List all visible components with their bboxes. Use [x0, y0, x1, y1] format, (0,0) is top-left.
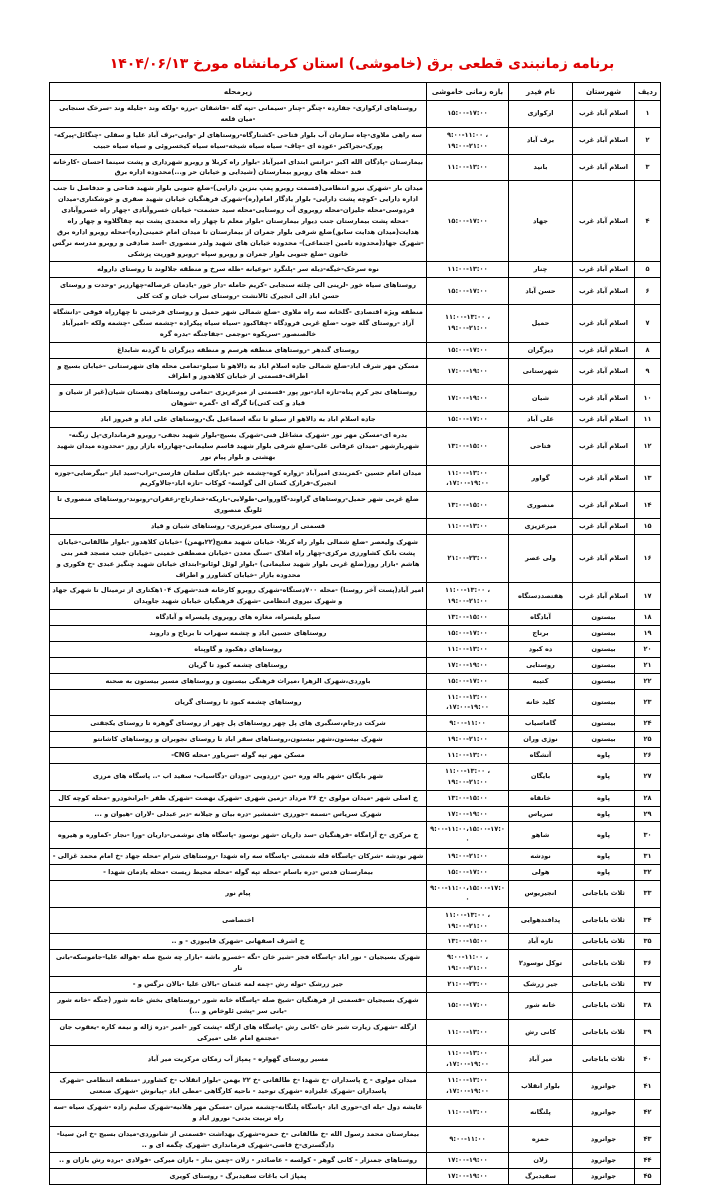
- county-cell: پاوه: [573, 806, 635, 822]
- feeder-cell: گواور: [509, 465, 573, 492]
- area-cell: شهرک بسیجیان -قسمتی از فرهنگیان -شیخ صله -پاسگاه خانه شور -روستاهای بخش خانه شور (جنگه -خانه شور -بانی سر -پشی ئلوخاص و ...): [50, 992, 427, 1019]
- row-number-cell: ۲۹: [635, 806, 661, 822]
- table-row: [50, 1153, 661, 1169]
- feeder-cell: برناج: [509, 626, 573, 642]
- time-cell: ۱۳:۰۰-۱۵:۰۰: [427, 790, 509, 806]
- county-cell: پاوه: [573, 748, 635, 764]
- table-row: [50, 865, 661, 881]
- table-row: [50, 673, 661, 689]
- table-row: [50, 278, 661, 305]
- feeder-cell: بانید: [509, 154, 573, 181]
- time-cell: ۱۱:۰۰-۱۳:۰۰: [427, 748, 509, 764]
- feeder-cell: نودشه: [509, 849, 573, 865]
- area-cell: مسکن مهر تپه گوله -سرباور -محله CNG-: [50, 748, 427, 764]
- county-cell: ثلاث باباجانی: [573, 907, 635, 934]
- area-cell: پمپاژ اب باغات سفیدبرگ - روستای کویری: [50, 1169, 427, 1185]
- area-cell: ضلع غربی شهر حمیل-روستاهای گراوند-گاوروانی-طولایی-باریکه-خمارتاج-زعفران-رونوند-روستاهای منصوری تا ئلونگ منصوری: [50, 492, 427, 519]
- county-cell: ثلاث باباجانی: [573, 934, 635, 950]
- feeder-cell: گاماسیاب: [509, 716, 573, 732]
- table-row: [50, 657, 661, 673]
- feeder-cell: جیر زرشک: [509, 977, 573, 993]
- area-cell: روستاهای چشمه کبود تا گریان: [50, 657, 427, 673]
- feeder-cell: علی آباد: [509, 412, 573, 428]
- area-cell: شهرک سریاس -نسمه -جورزی -شمشیر -دره بیان و جیلانه -دیر عبدلی -لاران -هیوان و ...: [50, 806, 427, 822]
- county-cell: اسلام آباد غرب: [573, 358, 635, 385]
- row-number-cell: ۲۶: [635, 748, 661, 764]
- row-number-cell: ۳۷: [635, 977, 661, 993]
- time-cell: ۱۳:۰۰-۱۵:۰۰: [427, 492, 509, 519]
- row-number-cell: ۴۰: [635, 1046, 661, 1073]
- feeder-cell: شیان: [509, 385, 573, 412]
- table-row: [50, 716, 661, 732]
- feeder-cell: فتاحی: [509, 427, 573, 465]
- area-cell: منطقه ویژه اقتصادی -گلخانه سه راه ملاوی -ضلع شمالی شهر حمیل و روستای فرخینی تا چهارراه فوقی -دانشگاه آزاد -روستای گله جوب -ضلع غربی فرودگاه -چقاکبود -سیاه سیاه پیکراده -چشمه سنگی -چشمه ولکه -امیرآباد خالصنصور -سریکوه -نوجمی -جفاجنگه -بدره گره: [50, 305, 427, 343]
- time-cell: ۱۷:۰۰-۱۹:۰۰: [427, 358, 509, 385]
- area-cell: بدره ای-مسکن مهر نور -شهرک مشاغل فنی-شهرک بسیج-بلوار شهید نجفی- روبرو فرمانداری-پل زنگنه-شهربارشهر -میدان عرفانی علی-ضلع شرقی بلوار شهید قاسم سلیمانی-چهارراه بازار روز -محدوده میدان شهید بهشتی و بلوار پیام نور: [50, 427, 427, 465]
- row-number-cell: ۱۱: [635, 412, 661, 428]
- time-cell: ۱۱:۰۰-۱۳:۰۰: [427, 641, 509, 657]
- time-cell: ۱۵:۰۰-۱۷:۰۰: [427, 992, 509, 1019]
- row-number-cell: ۲۲: [635, 673, 661, 689]
- county-cell: پاوه: [573, 865, 635, 881]
- area-cell: میدان بار -شهرک نیرو انتظامی(قسمت روبرو پمپ بنزین دارایی)-ضلع جنوبی بلوار شهید فتاحی و حدفاصل تا جنب اداره دارایی -کوچه پشت دارایی- بلوار یادگار امام(ره)-شهرک فرهنگیان خیابان شهید صفری و خوشکناری-میدان فردوسی-محله جلیزان-محله روبروی آب روستایی-محله سید حشمت- خیابان خسروآبادی -چهار راه خسروآبادی -محله پشت بیمارستان جنب دیوار بیمارستان -بلوار معلم تا چهار راه محمدی پشت تپه چقاگلاوه و چهار راه هدایت(میدان هدایت سابق)ضلع شرقی بلوار جمران از بیمارستان تا میدان امام خمینی(ره)-محله روبرو اداره برق -شهرک جهاد(محدوده تامین اجتماعی)- محدوده خیابان های شهید ولدر منصوری -اسد صادقی و روبرو مدرسه نرگس خاتون -ضلع جنوبی بلوار جمران و روبرو سپاه -روبرو فوریت پزشکی: [50, 181, 427, 262]
- area-cell: شرکت درجام،سنگبری های پل چهر روستاهای پل چهر از روستای گوهره تا روستای یکجفتی: [50, 716, 427, 732]
- row-number-cell: ۲۴: [635, 716, 661, 732]
- header-row-number: ردیف: [635, 83, 661, 101]
- time-cell: ۱۹:۰۰-۲۱:۰۰: [427, 732, 509, 748]
- time-cell: ۱۵:۰۰-۱۷:۰۰: [427, 181, 509, 262]
- area-cell: روستاهای دهکبود و گاوپناه: [50, 641, 427, 657]
- feeder-cell: سفیدبرگ: [509, 1169, 573, 1185]
- table-row: [50, 610, 661, 626]
- row-number-cell: ۱۷: [635, 583, 661, 610]
- area-cell: روستاهای حسین اباد و چشمه سهراب تا برناج و داروند: [50, 626, 427, 642]
- table-row: [50, 950, 661, 977]
- row-number-cell: ۱۴: [635, 492, 661, 519]
- time-cell: ۱۱:۰۰-۱۳:۰۰ ،۱۷:۰۰-۱۹:۰۰: [427, 689, 509, 716]
- county-cell: جوانرود: [573, 1126, 635, 1153]
- time-cell: ۱۱:۰۰-۱۳:۰۰ ، ۱۹:۰۰-۲۱:۰۰: [427, 907, 509, 934]
- county-cell: اسلام آباد غرب: [573, 262, 635, 278]
- time-cell: ۱۳:۰۰-۱۵:۰۰: [427, 610, 509, 626]
- county-cell: بیستون: [573, 689, 635, 716]
- table-row: [50, 880, 661, 907]
- county-cell: اسلام آباد غرب: [573, 127, 635, 154]
- feeder-cell: ولی عصر: [509, 534, 573, 583]
- area-cell: مسکن مهر شرف اباد-ضلع شمالی جاده اسلام اباد به دالاهو تا سیلو-تمامی محله های شهرستانی -خیابان بسیج و اطراف-قسمتی از خیابان کلاهدوز و اطراف: [50, 358, 427, 385]
- county-cell: اسلام آباد غرب: [573, 181, 635, 262]
- area-cell: قسمتی از روستای میرعزیزی- روستاهای شیان و قیاد: [50, 519, 427, 535]
- table-row: [50, 822, 661, 849]
- area-cell: سیلو پلیسراه، مغازه های روبروی پلیسراه و آبادگاه: [50, 610, 427, 626]
- row-number-cell: ۳۲: [635, 865, 661, 881]
- table-row: [50, 732, 661, 748]
- county-cell: اسلام آباد غرب: [573, 492, 635, 519]
- table-row: [50, 1046, 661, 1073]
- table-row: [50, 992, 661, 1019]
- time-cell: ۲۱:۰۰-۲۳:۰۰: [427, 977, 509, 993]
- feeder-cell: توکل نوسود۲: [509, 950, 573, 977]
- feeder-cell: خانقاه: [509, 790, 573, 806]
- county-cell: اسلام آباد غرب: [573, 519, 635, 535]
- feeder-cell: جهاد: [509, 181, 573, 262]
- feeder-cell: آتشگاه: [509, 748, 573, 764]
- row-number-cell: ۱۸: [635, 610, 661, 626]
- time-cell: ۱۵:۰۰-۱۷:۰۰: [427, 626, 509, 642]
- table-row: [50, 519, 661, 535]
- area-cell: جیر زرشک -توله رش -چمه لمه عثمان -بالان علیا -بالان نرگس و -: [50, 977, 427, 993]
- area-cell: میدان مولوی - خ پاسداران -خ شهدا -خ طالقانی -خ ۲۲ بهمن -بلوار انقلاب -خ کشاورز -منطقه انتظامی -شهرک پاسداران -شهرک علیزاده -شهرک توحید - ناحیه کارگاهی -مطی اباد -پیانوش -شهرک صنعتی: [50, 1073, 427, 1100]
- table-row: [50, 748, 661, 764]
- table-row: [50, 385, 661, 412]
- feeder-cell: آبادگاه: [509, 610, 573, 626]
- county-cell: اسلام آباد غرب: [573, 412, 635, 428]
- county-cell: اسلام آباد غرب: [573, 305, 635, 343]
- time-cell: ۱۷:۰۰-۱۹:۰۰: [427, 806, 509, 822]
- time-cell: ۱۳:۰۰-۱۵:۰۰: [427, 427, 509, 465]
- time-cell: ۱۵:۰۰-۱۷:۰۰: [427, 865, 509, 881]
- feeder-cell: چنار: [509, 262, 573, 278]
- feeder-cell: منصوری: [509, 492, 573, 519]
- feeder-cell: میرعزیزی: [509, 519, 573, 535]
- row-number-cell: ۱۰: [635, 385, 661, 412]
- table-row: [50, 849, 661, 865]
- table-row: [50, 262, 661, 278]
- table-body: [50, 101, 661, 1185]
- feeder-cell: تازه آباد: [509, 934, 573, 950]
- county-cell: اسلام آباد غرب: [573, 278, 635, 305]
- time-cell: ۱۷:۰۰-۱۹:۰۰: [427, 657, 509, 673]
- county-cell: بیستون: [573, 657, 635, 673]
- table-row: [50, 763, 661, 790]
- feeder-cell: برف آباد: [509, 127, 573, 154]
- county-cell: اسلام آباد غرب: [573, 385, 635, 412]
- table-row: [50, 492, 661, 519]
- table-row: [50, 305, 661, 343]
- header-row: [50, 83, 661, 101]
- county-cell: ثلاث باباجانی: [573, 950, 635, 977]
- time-cell: ۱۱:۰۰-۱۳:۰۰: [427, 519, 509, 535]
- time-cell: ۹:۰۰-۱۱:۰۰: [427, 1126, 509, 1153]
- row-number-cell: ۴: [635, 181, 661, 262]
- feeder-cell: حسن آباد: [509, 278, 573, 305]
- table-row: [50, 465, 661, 492]
- time-cell: ۱۱:۰۰-۱۳:۰۰ ، ۱۹:۰۰-۲۱:۰۰: [427, 583, 509, 610]
- time-cell: ۱۱:۰۰-۱۳:۰۰ ،۱۷:۰۰-۱۹:۰۰: [427, 465, 509, 492]
- row-number-cell: ۲۷: [635, 763, 661, 790]
- time-cell: ۲۱:۰۰-۲۳:۰۰: [427, 534, 509, 583]
- area-cell: بیمارستان -پادگان الله اکبر -ترانس ابتدای امیرآباد -بلوار راه کربلا و روبرو شهرداری و پشت سینما احسان -کارخانه قند -محله های روبرو بیمارستان (شیدایی و خیابان حر و...)محدوده اداره برق: [50, 154, 427, 181]
- time-cell: ۱۱:۰۰-۱۳:۰۰ ، ۱۹:۰۰-۲۱:۰۰: [427, 763, 509, 790]
- time-cell: ۱۳:۰۰-۱۵:۰۰: [427, 934, 509, 950]
- county-cell: بیستون: [573, 673, 635, 689]
- table-row: [50, 427, 661, 465]
- row-number-cell: ۳۸: [635, 992, 661, 1019]
- county-cell: جوانرود: [573, 1153, 635, 1169]
- feeder-cell: شهرستانی: [509, 358, 573, 385]
- feeder-cell: بلوار انقلاب: [509, 1073, 573, 1100]
- time-cell: ۱۵:۰۰-۱۷:۰۰: [427, 278, 509, 305]
- page-title: برنامه زمانبندی قطعی برق (خاموشی) استان کرمانشاه مورخ ۱۴۰۴/۰۶/۱۳: [109, 56, 615, 72]
- row-number-cell: ۱۶: [635, 534, 661, 583]
- county-cell: پاوه: [573, 763, 635, 790]
- feeder-cell: شاهو: [509, 822, 573, 849]
- row-number-cell: ۳۴: [635, 907, 661, 934]
- time-cell: ۱۷:۰۰-۱۹:۰۰: [427, 1169, 509, 1185]
- row-number-cell: ۴۴: [635, 1153, 661, 1169]
- table-row: [50, 181, 661, 262]
- county-cell: ثلاث باباجانی: [573, 880, 635, 907]
- time-cell: ۱۷:۰۰-۱۹:۰۰: [427, 385, 509, 412]
- area-cell: بیمارستان محمد رسول الله -خ طالقانی -خ حمزه-شهرک بهداشت -قسمتی از شانوردی-میدان بسیج -خ ابن سینا-دادگستری-خ قاضی-شهرک فرمانداری -شهرک چگمه ای و ..: [50, 1126, 427, 1153]
- row-number-cell: ۶: [635, 278, 661, 305]
- table-row: [50, 1126, 661, 1153]
- time-cell: ۱۱:۰۰-۱۳:۰۰ ،۱۷:۰۰-۱۹:۰۰: [427, 1073, 509, 1100]
- area-cell: شهر نودشه -شرکان -پاسگاه قله شمشی -پاسگاه سه راه شهدا -روستاهای شرام -محله جهاد -خ امام محمد غزالی -: [50, 849, 427, 865]
- feeder-cell: هولی: [509, 865, 573, 881]
- row-number-cell: ۸: [635, 342, 661, 358]
- time-cell: ۱۱:۰۰-۱۳:۰۰: [427, 262, 509, 278]
- area-cell: پیام نور: [50, 880, 427, 907]
- time-cell: ۱۱:۰۰-۱۳:۰۰: [427, 1099, 509, 1126]
- feeder-cell: ده کبود: [509, 641, 573, 657]
- feeder-cell: میر آباد: [509, 1046, 573, 1073]
- table-row: [50, 342, 661, 358]
- row-number-cell: ۴۱: [635, 1073, 661, 1100]
- area-cell: خ مرکزی -خ آرامگاه -فرهنگیان -سد داریان -شهر نوسود -پاسگاه های نوشمی-داریان -ورا -نجار -کماوره و هیروه: [50, 822, 427, 849]
- row-number-cell: ۱: [635, 101, 661, 128]
- county-cell: پاوه: [573, 790, 635, 806]
- county-cell: پاوه: [573, 849, 635, 865]
- feeder-cell: هفتصددستگاه: [509, 583, 573, 610]
- county-cell: ثلاث باباجانی: [573, 977, 635, 993]
- county-cell: جوانرود: [573, 1073, 635, 1100]
- time-cell: ۹:۰۰-۱۱:۰۰،۱۵:۰۰-۱۷:۰۰: [427, 880, 509, 907]
- area-cell: ازگله -شهرک زیارت شیر خان -کانی رش -پاسگاه های ازگله -پشت کور -امیر -دره ژاله و نیمه کاره -یعقوب جان -مجتمع امام علی -میرکی: [50, 1019, 427, 1046]
- time-cell: ۹:۰۰-۱۱:۰۰ ، ۱۹:۰۰-۲۱:۰۰: [427, 127, 509, 154]
- row-number-cell: ۳۳: [635, 880, 661, 907]
- table-row: [50, 358, 661, 385]
- area-cell: روستای گندهر -روستاهای منطقه هرسم و منطقه دیزگران تا گردنه شابداغ: [50, 342, 427, 358]
- county-cell: بیستون: [573, 716, 635, 732]
- outage-schedule-table: [49, 82, 661, 1185]
- area-cell: شهرک بیستون،شهر بیستون،روستاهای سفر اباد تا روستای نجوبران و روستاهای کاشانتو: [50, 732, 427, 748]
- area-cell: بیمارستان قدس -دره باسام -محله تپه گوله -محله محیط زیست -محله یادمان شهدا -: [50, 865, 427, 881]
- table-row: [50, 1073, 661, 1100]
- area-cell: خ اصلی شهر -میدان مولوی -خ ۲۶ مرداد -زمین شهری -شهرک نهضت -شهرک ظفر -ایرانخودرو -محله کوچه کال: [50, 790, 427, 806]
- feeder-cell: کتیبه: [509, 673, 573, 689]
- county-cell: اسلام آباد غرب: [573, 101, 635, 128]
- area-cell: روستاهای سیاه خور -لرینی الی چلثه سنجابی -کریم حامله -دار خور -یادمان عرصاله-چهارزبر -وحدت و روستای حسن اباد الی انجیرک ئالانشت -روستای سراب خیان و کت کلی: [50, 278, 427, 305]
- table-row: [50, 907, 661, 934]
- row-number-cell: ۷: [635, 305, 661, 343]
- area-cell: نوه سرخک-خیگه-دیله سر -پلنگرد -نوعیانه -طله سرخ و منطقه جلالوند تا روستای داروله: [50, 262, 427, 278]
- county-cell: اسلام آباد غرب: [573, 342, 635, 358]
- area-cell: امیر آباد(پست آخر روستا) -محله ۷۰۰دستگاه-شهرک روبرو کارخانه قند-شهرک ۱۰۴هکتاری از ترمینال تا شهرک جهاد و شهرک نیروی انتظامی -شهرک فرهنگیان خیابان شهید جاویدان: [50, 583, 427, 610]
- row-number-cell: ۲۳: [635, 689, 661, 716]
- table-row: [50, 790, 661, 806]
- feeder-cell: کانی رش: [509, 1019, 573, 1046]
- table-row: [50, 1169, 661, 1185]
- row-number-cell: ۳: [635, 154, 661, 181]
- time-cell: ۱۱:۰۰-۱۳:۰۰: [427, 154, 509, 181]
- county-cell: ثلاث باباجانی: [573, 1019, 635, 1046]
- table-row: [50, 154, 661, 181]
- time-cell: ۱۵:۰۰-۱۷:۰۰: [427, 673, 509, 689]
- row-number-cell: ۱۵: [635, 519, 661, 535]
- area-cell: اختصاصی: [50, 907, 427, 934]
- row-number-cell: ۳۱: [635, 849, 661, 865]
- area-cell: روستاهای تجر کرم پناه-تازه اباد-نور پور -قسمتی از میرعزیزی -تمامی روستاهای دهستان شیان(غیر از شیان و قیاد و کت کتی)تا گرگه ای -گمره -شوهان: [50, 385, 427, 412]
- county-cell: اسلام آباد غرب: [573, 154, 635, 181]
- header-feeder: نام فیدر: [509, 83, 573, 101]
- table-row: [50, 534, 661, 583]
- feeder-cell: پلنگانه: [509, 1099, 573, 1126]
- area-cell: میدان امام حسین -کمربندی امیرآباد -زواره کوه-چشمه خیر -پادگان سلمان فارسی-تراب-سید ایاز -بیگرضایی-جوزه انجیرک-قرازک کسان الی گولسه- کوکاب -تازه اباد-جالاوکریم: [50, 465, 427, 492]
- area-cell: جاده اسلام اباد به دالاهو از سیلو تا تنگه اسماعیل بگ-روستاهای علی اباد و فیروز اباد: [50, 412, 427, 428]
- time-cell: ۱۱:۰۰-۱۳:۰۰: [427, 1019, 509, 1046]
- feeder-cell: دیزگران: [509, 342, 573, 358]
- area-cell: شهرک بسیجیان - نور اباد -پاسگاه فجر -شیر خان -تگه -خسرو باشه -بازار چه شیخ صله -هواله علیا-جاموسکه-بانی تار: [50, 950, 427, 977]
- county-cell: جوانرود: [573, 1169, 635, 1185]
- row-number-cell: ۳۵: [635, 934, 661, 950]
- area-cell: شهرک ولیعصر -ضلع شمالی بلوار راه کربلا- خیابان شهید مفتح(۲۲بهمن) -خیابان کلاهدوز -بلوار طالقانی-خیابان پشت بانک کشاورزی مرکزی-چهار راه املاک -سنگ معدن -خیابان مصطفی خمینی -خیابان جنب مسجد قمر بنی هاشم -بازار روز(ضلع غربی بلوار شهید سلیمانی) -بلوار لوئل لوئانو-ابتدای خیابان شهید چنگیز عبدی -خ فکوری و محدوده بازار -خیابان کشاورز و اطراف: [50, 534, 427, 583]
- row-number-cell: ۴۲: [635, 1099, 661, 1126]
- table-row: [50, 583, 661, 610]
- row-number-cell: ۴۵: [635, 1169, 661, 1185]
- feeder-cell: خانه شور: [509, 992, 573, 1019]
- table-row: [50, 127, 661, 154]
- county-cell: جوانرود: [573, 1099, 635, 1126]
- row-number-cell: ۳۰: [635, 822, 661, 849]
- time-cell: ۱۷:۰۰-۱۹:۰۰: [427, 1153, 509, 1169]
- county-cell: بیستون: [573, 732, 635, 748]
- county-cell: اسلام آباد غرب: [573, 427, 635, 465]
- area-cell: باوردی،شهرک الزهرا ،میراث فرهنگی بیستون و روستاهای مسیر بیستون به صحنه: [50, 673, 427, 689]
- time-cell: ۹:۰۰-۱۱:۰۰،۱۵:۰۰-۱۷:۰۰: [427, 822, 509, 849]
- area-cell: عایشه دول -یله ای-حوری اباد -پاسگاه پلنگانه-چشمه میران -مسکن مهر هلانیه-شهرک سلیم زاده -شهرک سیاه -سه راه تربیت بدنی- نوروز اباد و: [50, 1099, 427, 1126]
- time-cell: ۹:۰۰-۱۱:۰۰ ، ۱۹:۰۰-۲۱:۰۰: [427, 950, 509, 977]
- table-row: [50, 412, 661, 428]
- area-cell: شهر بایگان -شهر باله وره -تین -زردویی -دودان -دگاسیاب- سفید اب -.. پاسگاه های مرزی: [50, 763, 427, 790]
- county-cell: بیستون: [573, 610, 635, 626]
- row-number-cell: ۲۸: [635, 790, 661, 806]
- table-row: [50, 977, 661, 993]
- row-number-cell: ۱۳: [635, 465, 661, 492]
- table-row: [50, 689, 661, 716]
- row-number-cell: ۲۰: [635, 641, 661, 657]
- area-cell: مسیر روستای گهواره - پمپاژ آب زمکان مرکزیت میر آباد: [50, 1046, 427, 1073]
- feeder-cell: حمیل: [509, 305, 573, 343]
- time-cell: ۱۱:۰۰-۱۳:۰۰ ، ۱۹:۰۰-۲۱:۰۰: [427, 305, 509, 343]
- county-cell: پاوه: [573, 822, 635, 849]
- row-number-cell: ۳۶: [635, 950, 661, 977]
- time-cell: ۱۹:۰۰-۲۱:۰۰: [427, 849, 509, 865]
- row-number-cell: ۹: [635, 358, 661, 385]
- table-row: [50, 1099, 661, 1126]
- header-time-range: بازه زمانی خاموشی: [427, 83, 509, 101]
- row-number-cell: ۱۲: [635, 427, 661, 465]
- table-row: [50, 101, 661, 128]
- feeder-cell: نوژی وران: [509, 732, 573, 748]
- county-cell: بیستون: [573, 641, 635, 657]
- time-cell: ۱۵:۰۰-۱۷:۰۰: [427, 342, 509, 358]
- table-row: [50, 641, 661, 657]
- header-area: زیرمحله: [50, 83, 427, 101]
- row-number-cell: ۲۱: [635, 657, 661, 673]
- header-county: شهرستان: [573, 83, 635, 101]
- feeder-cell: روستایی: [509, 657, 573, 673]
- county-cell: ثلاث باباجانی: [573, 1046, 635, 1073]
- table-row: [50, 1019, 661, 1046]
- row-number-cell: ۴۳: [635, 1126, 661, 1153]
- row-number-cell: ۱۹: [635, 626, 661, 642]
- county-cell: بیستون: [573, 626, 635, 642]
- row-number-cell: ۲: [635, 127, 661, 154]
- table-row: [50, 626, 661, 642]
- county-cell: اسلام آباد غرب: [573, 583, 635, 610]
- area-cell: روستاهای چشمه کبود تا روستای گریان: [50, 689, 427, 716]
- area-cell: روستاهای جمنزار - کانی گوهر - کولسه - عاصائدر - زلان -چمن بنار - بازان میرکی -فولادی -برده رش بازان و ..: [50, 1153, 427, 1169]
- row-number-cell: ۳۹: [635, 1019, 661, 1046]
- feeder-cell: انجیریوس: [509, 880, 573, 907]
- table-header: [50, 83, 661, 101]
- row-number-cell: ۵: [635, 262, 661, 278]
- county-cell: اسلام آباد غرب: [573, 534, 635, 583]
- feeder-cell: پدافندهوایی: [509, 907, 573, 934]
- feeder-cell: بایگان: [509, 763, 573, 790]
- area-cell: سه راهی ملاوی-چاه سازمان آب بلوار فتاحی -کشتارگاه-روستاهای لر -وایی-برف آباد علیا و سفلی -چنگائل-پیرکه-پورک-نجراکبر -عوده ای -چاف- سیاه سیاه شیخه-سیاه سیاه کیخسروئی و سیاه سیاه حبیب: [50, 127, 427, 154]
- feeder-cell: کلید خانه: [509, 689, 573, 716]
- table-row: [50, 934, 661, 950]
- feeder-cell: زلان: [509, 1153, 573, 1169]
- area-cell: روستاهای ارکوازی- جفارده -چنگر -چنار -سیمانی -تپه گله -فاشقان -برزه -ولکه وند -جلیله وند -سرخک سنجابی -میان قلعه: [50, 101, 427, 128]
- row-number-cell: ۲۵: [635, 732, 661, 748]
- feeder-cell: حمزه: [509, 1126, 573, 1153]
- time-cell: ۱۱:۰۰-۱۳:۰۰ ،۱۷:۰۰-۱۹:۰۰: [427, 1046, 509, 1073]
- time-cell: ۹:۰۰-۱۱:۰۰: [427, 716, 509, 732]
- feeder-cell: ارکوازی: [509, 101, 573, 128]
- area-cell: خ اشرف اصفهانی -شهرک قایبوزی - و ..: [50, 934, 427, 950]
- table-row: [50, 806, 661, 822]
- time-cell: ۱۵:۰۰-۱۷:۰۰: [427, 101, 509, 128]
- county-cell: ثلاث باباجانی: [573, 992, 635, 1019]
- county-cell: اسلام آباد غرب: [573, 465, 635, 492]
- time-cell: ۱۵:۰۰-۱۷:۰۰: [427, 412, 509, 428]
- feeder-cell: سریاس: [509, 806, 573, 822]
